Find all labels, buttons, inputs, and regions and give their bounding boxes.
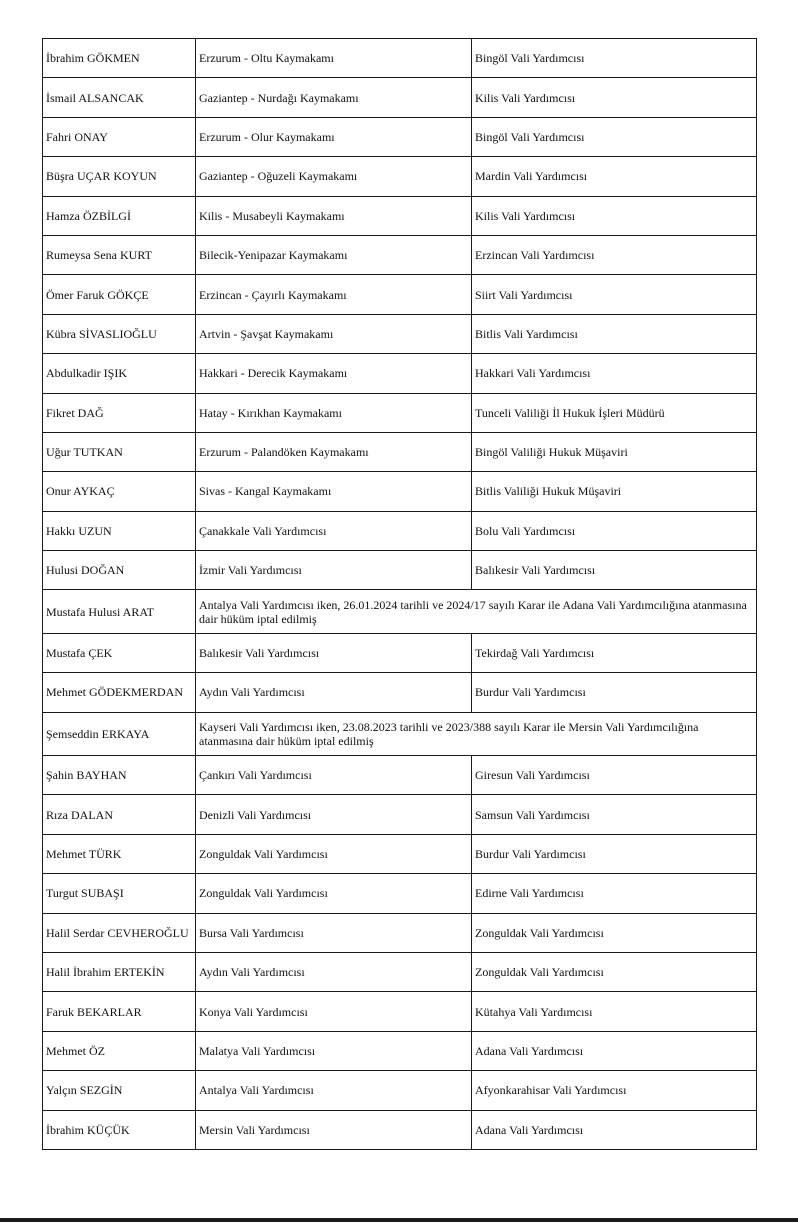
table-row [43,834,757,873]
previous-post-cell: Erzurum - Oltu Kaymakamı [196,39,472,78]
person-name-cell: İbrahim KÜÇÜK [43,1110,196,1149]
appointments-table-body [43,39,757,1150]
previous-post-cell: Zonguldak Vali Yardımcısı [196,874,472,913]
new-post-cell: Afyonkarahisar Vali Yardımcısı [472,1071,757,1110]
previous-post-cell: Balıkesir Vali Yardımcısı [196,633,472,672]
new-post-cell: Bingöl Vali Yardımcısı [472,39,757,78]
new-post-cell: Bitlis Valiliği Hukuk Müşaviri [472,472,757,511]
previous-post-cell: Artvin - Şavşat Kaymakamı [196,314,472,353]
new-post-cell: Bingöl Valiliği Hukuk Müşaviri [472,432,757,471]
new-post-cell: Giresun Vali Yardımcısı [472,756,757,795]
new-post-cell: Samsun Vali Yardımcısı [472,795,757,834]
person-name-cell: Abdulkadir IŞIK [43,354,196,393]
new-post-cell: Burdur Vali Yardımcısı [472,834,757,873]
new-post-cell: Kilis Vali Yardımcısı [472,196,757,235]
table-row [43,633,757,672]
table-row [43,472,757,511]
previous-post-cell: Mersin Vali Yardımcısı [196,1110,472,1149]
person-name-cell: Onur AYKAÇ [43,472,196,511]
person-name-cell: Hulusi DOĞAN [43,551,196,590]
person-name-cell: Halil İbrahim ERTEKİN [43,952,196,991]
person-name-cell: İbrahim GÖKMEN [43,39,196,78]
page-bottom-edge [0,1218,798,1222]
table-row [43,511,757,550]
table-row [43,235,757,274]
previous-post-cell: Konya Vali Yardımcısı [196,992,472,1031]
new-post-cell: Erzincan Vali Yardımcısı [472,235,757,274]
person-name-cell: Faruk BEKARLAR [43,992,196,1031]
table-row [43,673,757,712]
new-post-cell: Siirt Vali Yardımcısı [472,275,757,314]
person-name-cell: Ömer Faruk GÖKÇE [43,275,196,314]
previous-post-cell: Bursa Vali Yardımcısı [196,913,472,952]
previous-post-cell: Erzurum - Olur Kaymakamı [196,117,472,156]
new-post-cell: Tekirdağ Vali Yardımcısı [472,633,757,672]
person-name-cell: Hamza ÖZBİLGİ [43,196,196,235]
new-post-cell: Mardin Vali Yardımcısı [472,157,757,196]
table-row [43,952,757,991]
person-name-cell: Mehmet GÖDEKMERDAN [43,673,196,712]
table-row [43,432,757,471]
previous-post-cell: Aydın Vali Yardımcısı [196,952,472,991]
person-name-cell: Fikret DAĞ [43,393,196,432]
previous-post-cell: Denizli Vali Yardımcısı [196,795,472,834]
table-row [43,913,757,952]
new-post-cell: Zonguldak Vali Yardımcısı [472,913,757,952]
table-row [43,196,757,235]
person-name-cell: Turgut SUBAŞI [43,874,196,913]
person-name-cell: Halil Serdar CEVHEROĞLU [43,913,196,952]
table-row [43,39,757,78]
person-name-cell: Uğur TUTKAN [43,432,196,471]
person-name-cell: Mustafa ÇEK [43,633,196,672]
person-name-cell: Şahin BAYHAN [43,756,196,795]
person-name-cell: Kübra SİVASLIOĞLU [43,314,196,353]
table-row [43,1110,757,1149]
new-post-cell: Kilis Vali Yardımcısı [472,78,757,117]
person-name-cell: Şemseddin ERKAYA [43,712,196,755]
table-row [43,874,757,913]
table-row [43,314,757,353]
person-name-cell: Mehmet TÜRK [43,834,196,873]
new-post-cell: Zonguldak Vali Yardımcısı [472,952,757,991]
annulment-note-cell: Antalya Vali Yardımcısı iken, 26.01.2024 tarihli ve 2024/17 sayılı Karar ile Adana Vali Yardımcılığına atanmasına dair hüküm iptal edilmiş [196,590,757,633]
person-name-cell: Yalçın SEZGİN [43,1071,196,1110]
previous-post-cell: Sivas - Kangal Kaymakamı [196,472,472,511]
previous-post-cell: Hatay - Kırıkhan Kaymakamı [196,393,472,432]
table-row [43,354,757,393]
table-row [43,1071,757,1110]
previous-post-cell: Antalya Vali Yardımcısı [196,1071,472,1110]
table-row [43,78,757,117]
annulment-note-cell: Kayseri Vali Yardımcısı iken, 23.08.2023 tarihli ve 2023/388 sayılı Karar ile Mersin Vali Yardımcılığına atanmasına dair hüküm iptal edilmiş [196,712,757,755]
previous-post-cell: Çankırı Vali Yardımcısı [196,756,472,795]
new-post-cell: Bingöl Vali Yardımcısı [472,117,757,156]
new-post-cell: Edirne Vali Yardımcısı [472,874,757,913]
person-name-cell: Hakkı UZUN [43,511,196,550]
table-row [43,992,757,1031]
table-row [43,551,757,590]
person-name-cell: Rumeysa Sena KURT [43,235,196,274]
table-row [43,795,757,834]
table-row [43,712,757,755]
table-row [43,1031,757,1070]
person-name-cell: Fahri ONAY [43,117,196,156]
table-row [43,157,757,196]
table-row [43,275,757,314]
table-row [43,393,757,432]
new-post-cell: Balıkesir Vali Yardımcısı [472,551,757,590]
previous-post-cell: Malatya Vali Yardımcısı [196,1031,472,1070]
previous-post-cell: İzmir Vali Yardımcısı [196,551,472,590]
new-post-cell: Tunceli Valiliği İl Hukuk İşleri Müdürü [472,393,757,432]
table-row [43,117,757,156]
new-post-cell: Bitlis Vali Yardımcısı [472,314,757,353]
previous-post-cell: Gaziantep - Nurdağı Kaymakamı [196,78,472,117]
new-post-cell: Kütahya Vali Yardımcısı [472,992,757,1031]
previous-post-cell: Çanakkale Vali Yardımcısı [196,511,472,550]
person-name-cell: Büşra UÇAR KOYUN [43,157,196,196]
table-row [43,590,757,633]
previous-post-cell: Kilis - Musabeyli Kaymakamı [196,196,472,235]
previous-post-cell: Hakkari - Derecik Kaymakamı [196,354,472,393]
previous-post-cell: Bilecik-Yenipazar Kaymakamı [196,235,472,274]
table-row [43,756,757,795]
new-post-cell: Burdur Vali Yardımcısı [472,673,757,712]
person-name-cell: İsmail ALSANCAK [43,78,196,117]
new-post-cell: Adana Vali Yardımcısı [472,1031,757,1070]
person-name-cell: Mustafa Hulusi ARAT [43,590,196,633]
previous-post-cell: Gaziantep - Oğuzeli Kaymakamı [196,157,472,196]
previous-post-cell: Erzurum - Palandöken Kaymakamı [196,432,472,471]
appointments-table [42,38,757,1150]
previous-post-cell: Zonguldak Vali Yardımcısı [196,834,472,873]
person-name-cell: Rıza DALAN [43,795,196,834]
new-post-cell: Bolu Vali Yardımcısı [472,511,757,550]
new-post-cell: Hakkari Vali Yardımcısı [472,354,757,393]
person-name-cell: Mehmet ÖZ [43,1031,196,1070]
new-post-cell: Adana Vali Yardımcısı [472,1110,757,1149]
previous-post-cell: Erzincan - Çayırlı Kaymakamı [196,275,472,314]
previous-post-cell: Aydın Vali Yardımcısı [196,673,472,712]
